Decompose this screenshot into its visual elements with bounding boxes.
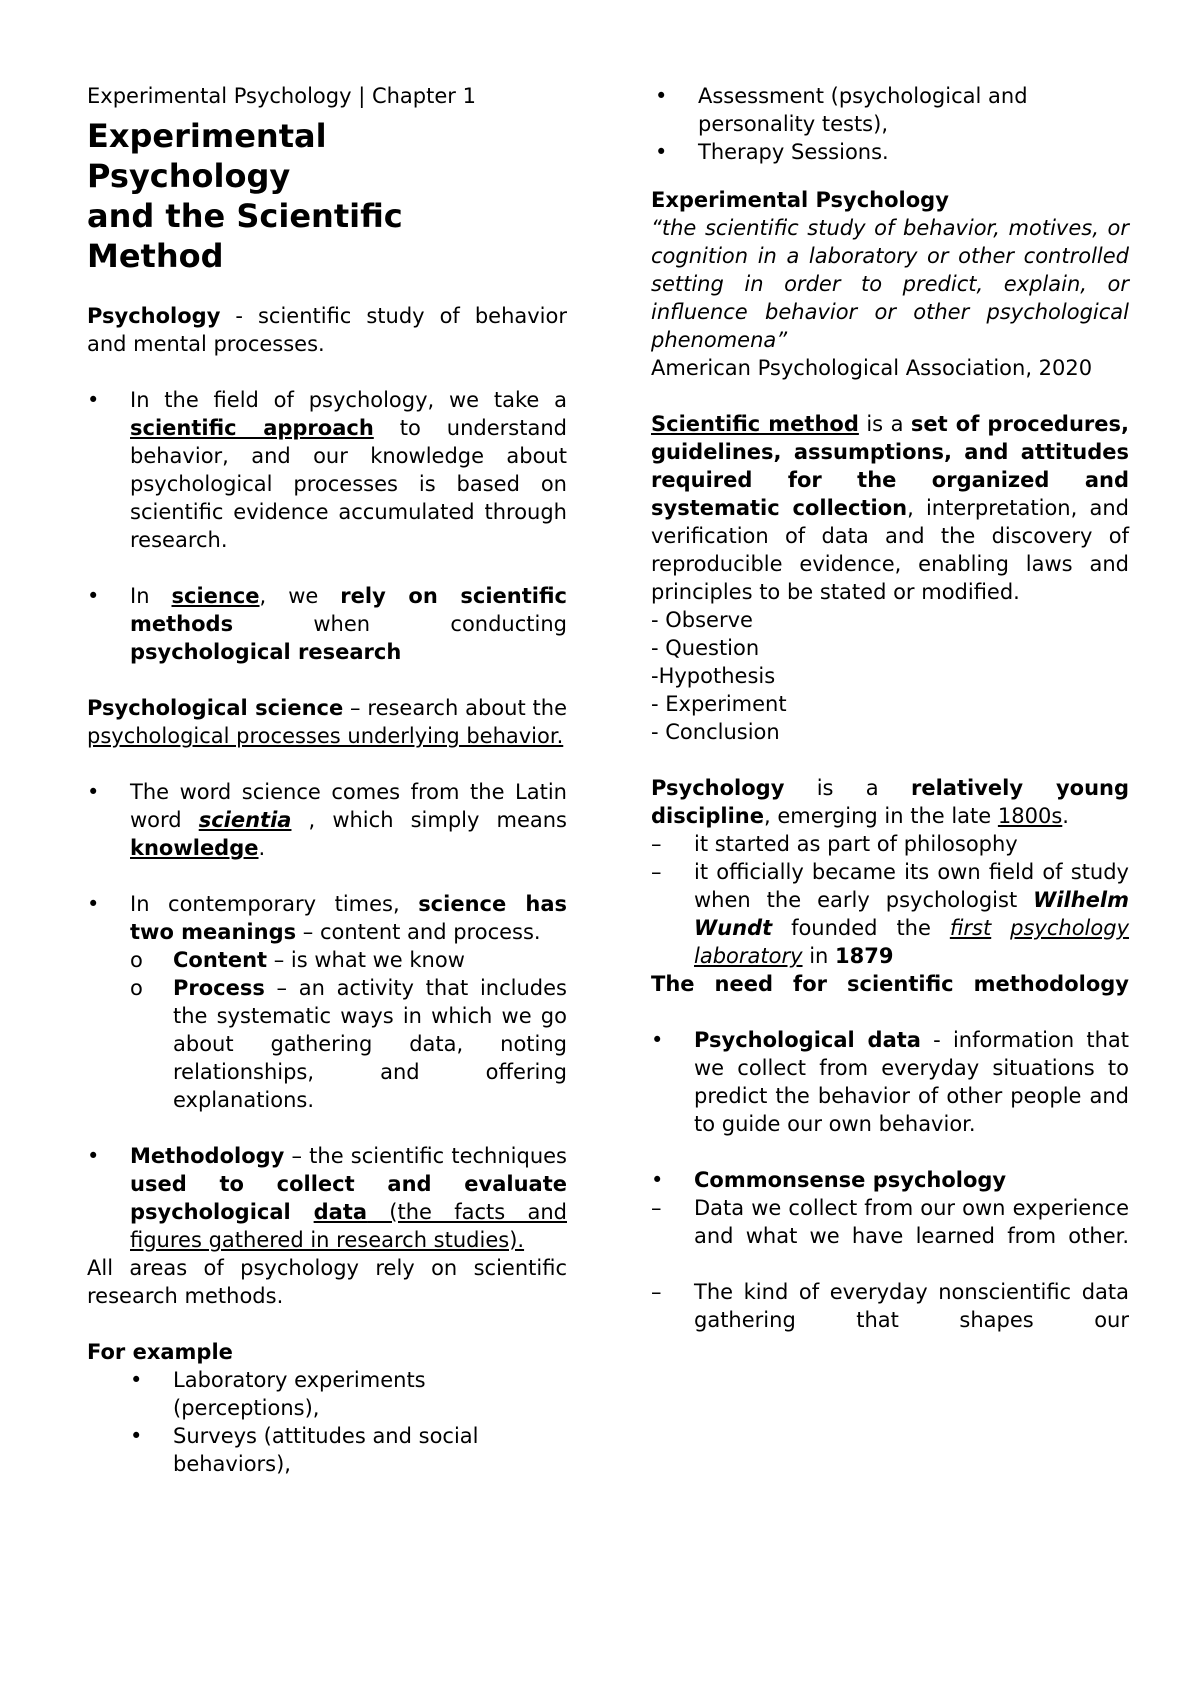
list-item-text xyxy=(130,1142,567,1254)
text: , which simply means xyxy=(291,808,568,832)
dash-item xyxy=(651,1194,1129,1250)
bullet-marker: • xyxy=(651,1028,664,1052)
dash-item-text: it started as part of philosophy xyxy=(694,832,1018,856)
term-methodology: Methodology xyxy=(130,1144,285,1168)
example-text: Laboratory experiments (perceptions), xyxy=(173,1368,426,1420)
year-1879: 1879 xyxy=(835,944,894,968)
title-line-2: Psychology xyxy=(87,157,291,195)
text: rely on scientific methods xyxy=(130,584,568,636)
example-item xyxy=(651,138,1129,166)
dash-item xyxy=(651,830,1129,858)
dash-item-text xyxy=(694,858,1129,970)
text: , we xyxy=(259,584,341,608)
text: science has two meanings xyxy=(130,892,567,944)
dash-marker: – xyxy=(651,832,662,856)
for-example-heading: For example xyxy=(87,1340,233,1364)
text: used to collect and evaluate psychological xyxy=(130,1172,567,1224)
example-item xyxy=(651,82,1129,138)
text: – is what we know xyxy=(267,948,465,972)
bullet-marker: • xyxy=(651,1168,664,1192)
term-psychology: Psychology xyxy=(651,776,785,800)
apa-definition-quote: “the scientific study of behavior, motives, or cognition in a laboratory or other controlled setting in order to predict, explain, or influence behavior or other psychological phenomena” xyxy=(651,216,1129,352)
psychological-science-definition xyxy=(87,694,567,750)
title-line-4: Method xyxy=(87,237,224,275)
example-text: Surveys (attitudes and social behaviors), xyxy=(173,1424,479,1476)
list-item-text xyxy=(130,582,567,666)
list-item xyxy=(87,1142,567,1254)
term-knowledge: knowledge xyxy=(130,836,259,860)
dash-marker: – xyxy=(651,1280,662,1304)
dash-marker: – xyxy=(651,860,662,884)
text: 1800s xyxy=(997,804,1063,828)
text: – research about the xyxy=(343,696,567,720)
sub-list-item xyxy=(130,946,567,974)
title-line-3: and the Scientific xyxy=(87,197,403,235)
list-item-text xyxy=(694,1026,1129,1138)
scientific-approach: scientific approach xyxy=(130,416,374,440)
dash-marker: – xyxy=(651,1196,662,1220)
list-item-text xyxy=(130,778,567,862)
text: when conducting xyxy=(233,612,567,636)
term-scientific-method: Scientific method xyxy=(651,412,859,436)
text: In the field of psychology, we take a xyxy=(130,388,567,412)
term-process: Process xyxy=(173,976,265,1000)
text: it officially became its own field of study when the early psychologist xyxy=(694,860,1129,912)
need-for-methodology-heading: The need for scientific methodology xyxy=(651,972,1129,996)
page-title xyxy=(87,116,567,276)
list-item xyxy=(651,1026,1129,1138)
step-conclusion: - Conclusion xyxy=(651,720,780,744)
term-psychology: Psychology xyxy=(87,304,221,328)
text: first xyxy=(949,916,992,940)
right-column xyxy=(651,82,1129,1334)
sub-list-item xyxy=(130,974,567,1114)
text: . xyxy=(258,836,266,860)
sub-list-item-text xyxy=(173,946,567,974)
title-line-1: Experimental xyxy=(87,117,327,155)
text: In contemporary times, xyxy=(130,892,419,916)
scientific-method-definition xyxy=(651,410,1129,606)
text: – the scientific techniques xyxy=(284,1144,567,1168)
text: The word science comes from the Latin word xyxy=(130,780,567,832)
text: – an activity that includes the systematic ways in which we go about gathering data, noting relationships, and offering explanations. xyxy=(173,976,567,1112)
example-item xyxy=(130,1366,567,1422)
list-item xyxy=(651,1166,1129,1194)
step-question: - Question xyxy=(651,636,760,660)
bullet-marker: • xyxy=(130,1424,143,1448)
dash-item-text: The kind of everyday nonscientific data gathering that shapes our xyxy=(694,1280,1129,1332)
list-item xyxy=(87,386,567,554)
definition-text: - scientific study of behavior and mental processes. xyxy=(87,304,567,356)
ring-marker: o xyxy=(130,976,143,1000)
term-scientia: scientia xyxy=(198,808,292,832)
list-item-text xyxy=(130,890,567,946)
text: , interpretation, and verification of data and the discovery of reproducible evidence, enabling laws and principles to be stated or modified. xyxy=(651,496,1129,604)
bullet-marker: • xyxy=(87,388,100,412)
bullet-marker: • xyxy=(87,1144,100,1168)
list-item xyxy=(87,778,567,862)
example-text: Assessment (psychological and personality tests), xyxy=(698,84,1028,136)
step-observe: - Observe xyxy=(651,608,753,632)
text: to understand behavior, and our knowledge about psychological processes is based on scientific evidence accumulated through research. xyxy=(130,416,567,552)
apa-source: American Psychological Association, 2020 xyxy=(651,356,1093,380)
text: – content and process. xyxy=(296,920,541,944)
list-item-text xyxy=(130,386,567,554)
ring-marker: o xyxy=(130,948,143,972)
term-commonsense-psychology: Commonsense psychology xyxy=(694,1168,1007,1192)
text: (the facts and figures gathered in research studies). xyxy=(130,1200,567,1252)
step-hypothesis: -Hypothesis xyxy=(651,664,776,688)
all-areas-text: All areas of psychology rely on scientific research methods. xyxy=(87,1256,567,1308)
term-content: Content xyxy=(173,948,268,972)
bullet-marker: • xyxy=(655,84,668,108)
text: set of procedures, guidelines, assumptions, and attitudes required for the organized and systematic collection xyxy=(651,412,1129,520)
name-wilhelm-wundt: Wilhelm Wundt xyxy=(694,888,1129,940)
young-discipline-text xyxy=(651,774,1129,830)
psychology-definition xyxy=(87,302,567,358)
dash-item xyxy=(651,1278,1129,1334)
bullet-marker: • xyxy=(655,140,668,164)
text: relatively young discipline xyxy=(651,776,1130,828)
left-column xyxy=(87,82,567,1478)
bullet-marker: • xyxy=(130,1368,143,1392)
term-psychological-data: Psychological data xyxy=(694,1028,921,1052)
sub-list-item-text xyxy=(173,974,567,1114)
chapter-header: Experimental Psychology | Chapter 1 xyxy=(87,84,476,108)
text: . xyxy=(1062,804,1069,828)
text: - information that we collect from everyday situations to predict the behavior of other people and to guide our own behavior. xyxy=(694,1028,1130,1136)
text: founded the xyxy=(772,916,950,940)
example-item xyxy=(130,1422,567,1478)
bullet-marker: • xyxy=(87,584,100,608)
step-experiment: - Experiment xyxy=(651,692,787,716)
text: is a xyxy=(858,412,911,436)
experimental-psychology-heading: Experimental Psychology xyxy=(651,188,949,212)
bullet-marker: • xyxy=(87,892,100,916)
term-data: data xyxy=(313,1200,368,1224)
text: in xyxy=(802,944,836,968)
list-item xyxy=(87,890,567,946)
bullet-marker: • xyxy=(87,780,100,804)
text: , emerging in the late xyxy=(764,804,998,828)
text: psychological research xyxy=(130,640,402,664)
term-psychological-science: Psychological science xyxy=(87,696,344,720)
term-science: science xyxy=(171,584,260,608)
dash-item xyxy=(651,858,1129,970)
text: psychological processes underlying behavior. xyxy=(87,724,564,748)
text: is a xyxy=(784,776,911,800)
example-text: Therapy Sessions. xyxy=(698,140,889,164)
text: In xyxy=(130,584,172,608)
dash-item-text: Data we collect from our own experience and what we have learned from other. xyxy=(694,1196,1129,1248)
list-item xyxy=(87,582,567,666)
text: psychology laboratory xyxy=(694,916,1129,968)
